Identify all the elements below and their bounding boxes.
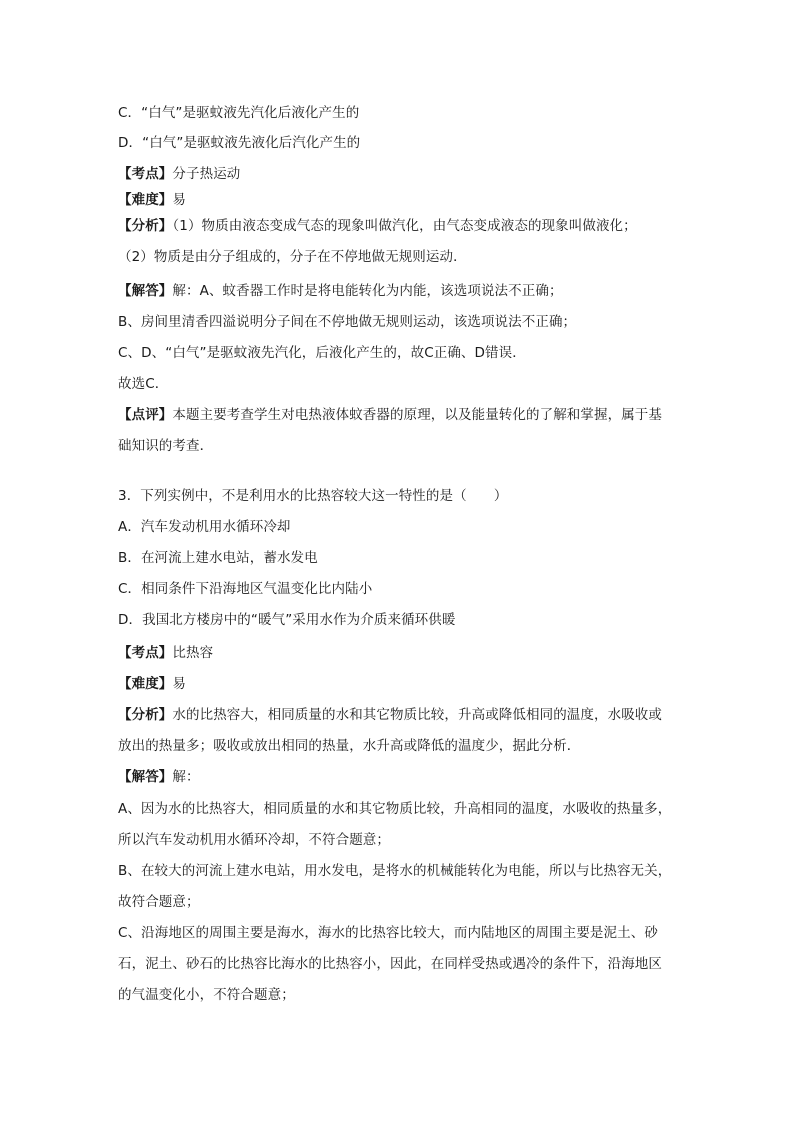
q3-nandu-line: 【难度】易: [118, 676, 187, 692]
fenxi-line-2: （2）物质是由分子组成的，分子在不停地做无规则运动．: [118, 249, 467, 265]
q3-jieda-line: 【解答】解：: [118, 769, 200, 785]
q3-fenxi-line-2: 放出的热量多；吸收或放出相同的热量，水升高或降低的温度少，据此分析．: [118, 738, 581, 754]
jieda-line-cd: C、D、“白气”是驱蚊液先汽化，后液化产生的，故C正确、D错误．: [118, 345, 526, 361]
option-d-line: D．“白气”是驱蚊液先液化后汽化产生的: [118, 135, 361, 151]
nandu-tag: 【难度】: [118, 192, 173, 208]
fenxi-line: 【分析】（1）物质由液态变成气态的现象叫做汽化，由气态变成液态的现象叫做液化；: [118, 218, 637, 234]
q3-option-b: B．在河流上建水电站，蓄水发电: [118, 550, 318, 566]
q3-jieda-b-2: 故符合题意；: [118, 894, 200, 910]
nandu-tag: 【难度】: [118, 676, 173, 692]
jieda-line-b: B、房间里清香四溢说明分子间在不停地做无规则运动，该选项说法不正确；: [118, 314, 577, 330]
dianping-tag: 【点评】: [118, 407, 173, 423]
jieda-line: 【解答】解：A、蚊香器工作时是将电能转化为内能，该选项说法不正确；: [118, 283, 563, 299]
q3-jieda-a-2: 所以汽车发动机用水循环冷却，不符合题意；: [118, 832, 390, 848]
option-c-line: C．“白气”是驱蚊液先汽化后液化产生的: [118, 105, 360, 121]
q3-option-d: D．我国北方楼房中的“暖气”采用水作为介质来循环供暖: [118, 612, 456, 628]
q3-option-c: C．相同条件下沿海地区气温变化比内陆小: [118, 581, 373, 597]
q3-jieda-c-3: 的气温变化小，不符合题意；: [118, 987, 295, 1003]
q3-jieda-c-2: 石，泥土、砂石的比热容比海水的比热容小，因此，在同样受热或遇冷的条件下，沿海地区: [118, 956, 662, 972]
q3-jieda-b-1: B、在较大的河流上建水电站，用水发电，是将水的机械能转化为电能，所以与比热容无关，: [118, 863, 672, 879]
fenxi-tag: 【分析】: [118, 218, 173, 234]
nandu-line: 【难度】易: [118, 192, 187, 208]
answer-line: 故选C．: [118, 376, 169, 392]
q3-jieda-c-1: C、沿海地区的周围主要是海水，海水的比热容比较大，而内陆地区的周围主要是泥土、砂: [118, 925, 658, 941]
kaodian-tag: 【考点】: [118, 645, 173, 661]
dianping-line-2: 础知识的考查．: [118, 438, 214, 454]
kaodian-line: 【考点】分子热运动: [118, 166, 241, 182]
kaodian-tag: 【考点】: [118, 166, 173, 182]
jieda-tag: 【解答】: [118, 769, 173, 785]
q3-option-a: A．汽车发动机用水循环冷却: [118, 519, 291, 535]
q3-kaodian-line: 【考点】比热容: [118, 645, 214, 661]
q3-jieda-a-1: A、因为水的比热容大，相同质量的水和其它物质比较，升高相同的温度，水吸收的热量多，: [118, 801, 672, 817]
q3-fenxi-line: 【分析】水的比热容大，相同质量的水和其它物质比较，升高或降低相同的温度，水吸收或: [118, 707, 663, 723]
dianping-line: 【点评】本题主要考查学生对电热液体蚊香器的原理，以及能量转化的了解和掌握，属于基: [118, 407, 663, 423]
fenxi-tag: 【分析】: [118, 707, 173, 723]
question-3-stem: 3．下列实例中，不是利用水的比热容较大这一特性的是（ ）: [118, 488, 508, 504]
jieda-tag: 【解答】: [118, 283, 173, 299]
